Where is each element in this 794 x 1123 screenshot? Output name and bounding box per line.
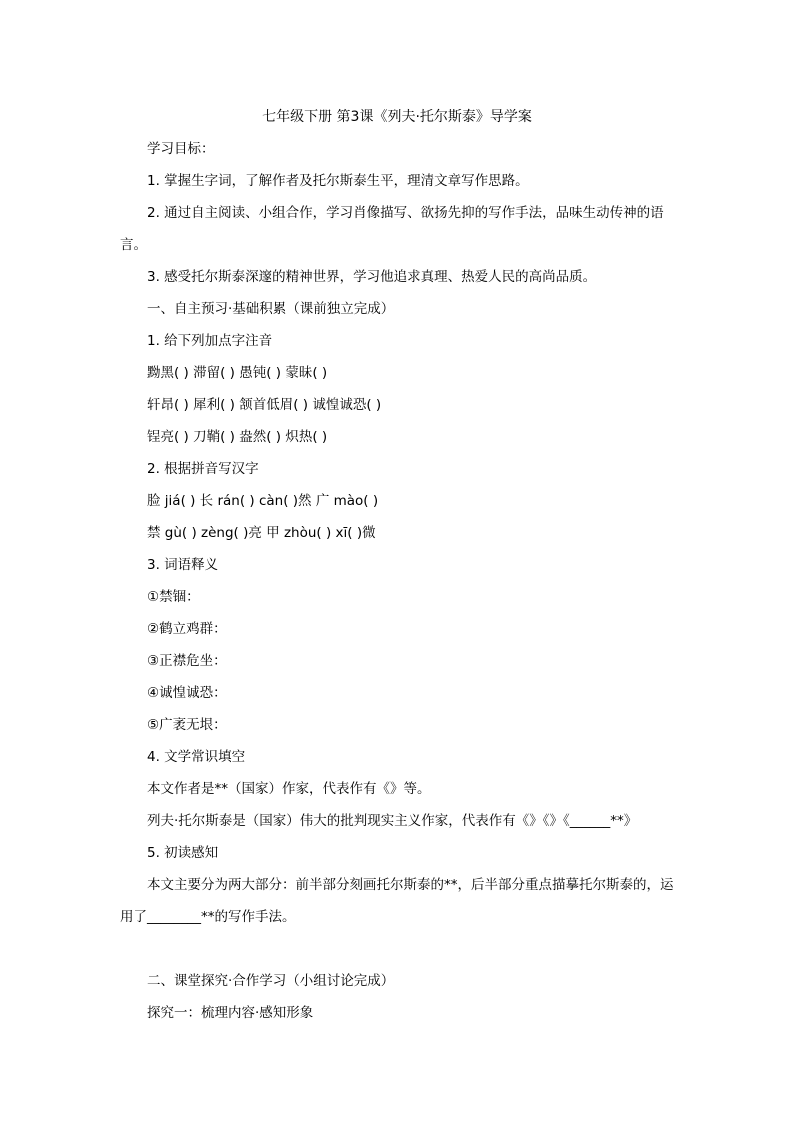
q1-line-3: 锃亮( ) 刀鞘( ) 盎然( ) 炽热( ): [147, 429, 328, 445]
objective-1: 1. 掌握生字词，了解作者及托尔斯泰生平，理清文章写作思路。: [147, 173, 529, 189]
q3-item-5: ⑤广袤无垠：: [147, 717, 227, 733]
inquiry-1-heading: 探究一：梳理内容·感知形象: [147, 1005, 314, 1021]
q5-heading: 5. 初读感知: [147, 845, 219, 861]
q3-item-4: ④诚惶诚恐：: [147, 685, 227, 701]
section-2-heading: 二、课堂探究·合作学习（小组讨论完成）: [147, 973, 395, 989]
q2-line-2: 禁 gù( ) zèng( )亮 甲 zhòu( ) xī( )微: [147, 525, 376, 541]
q3-item-1: ①禁锢：: [147, 589, 200, 605]
q3-heading: 3. 词语释义: [147, 557, 219, 573]
q3-item-2: ②鹤立鸡群：: [147, 621, 227, 637]
q1-line-1: 黝黑( ) 滞留( ) 愚钝( ) 蒙昧( ): [147, 365, 328, 381]
q1-heading: 1. 给下列加点字注音: [147, 333, 273, 349]
q4-heading: 4. 文学常识填空: [147, 749, 246, 765]
q4-line-1: 本文作者是**（国家）作家，代表作有《》等。: [147, 781, 431, 797]
objective-3: 3. 感受托尔斯泰深邃的精神世界，学习他追求真理、热爱人民的高尚品质。: [147, 269, 597, 285]
q2-heading: 2. 根据拼音写汉字: [147, 461, 259, 477]
objective-2: 2. 通过自主阅读、小组合作，学习肖像描写、欲扬先抑的写作手法，品味生动传神的语言。: [120, 205, 664, 253]
q5-text: 本文主要分为两大部分：前半部分刻画托尔斯泰的**，后半部分重点描摹托尔斯泰的，运用了________**的写作手法。: [120, 877, 674, 925]
document-title: 七年级下册 第3课《列夫·托尔斯泰》导学案: [262, 109, 532, 125]
objectives-heading: 学习目标：: [147, 141, 215, 157]
q2-line-1: 脸 jiá( ) 长 rán( ) càn( )然 广 mào( ): [147, 493, 379, 509]
section-1-heading: 一、自主预习·基础积累（课前独立完成）: [147, 301, 395, 317]
q3-item-3: ③正襟危坐：: [147, 653, 227, 669]
q4-line-2: 列夫·托尔斯泰是（国家）伟大的批判现实主义作家，代表作有《》《》《______**》: [147, 813, 638, 829]
q1-line-2: 轩昂( ) 犀利( ) 颔首低眉( ) 诚惶诚恐( ): [147, 397, 382, 413]
